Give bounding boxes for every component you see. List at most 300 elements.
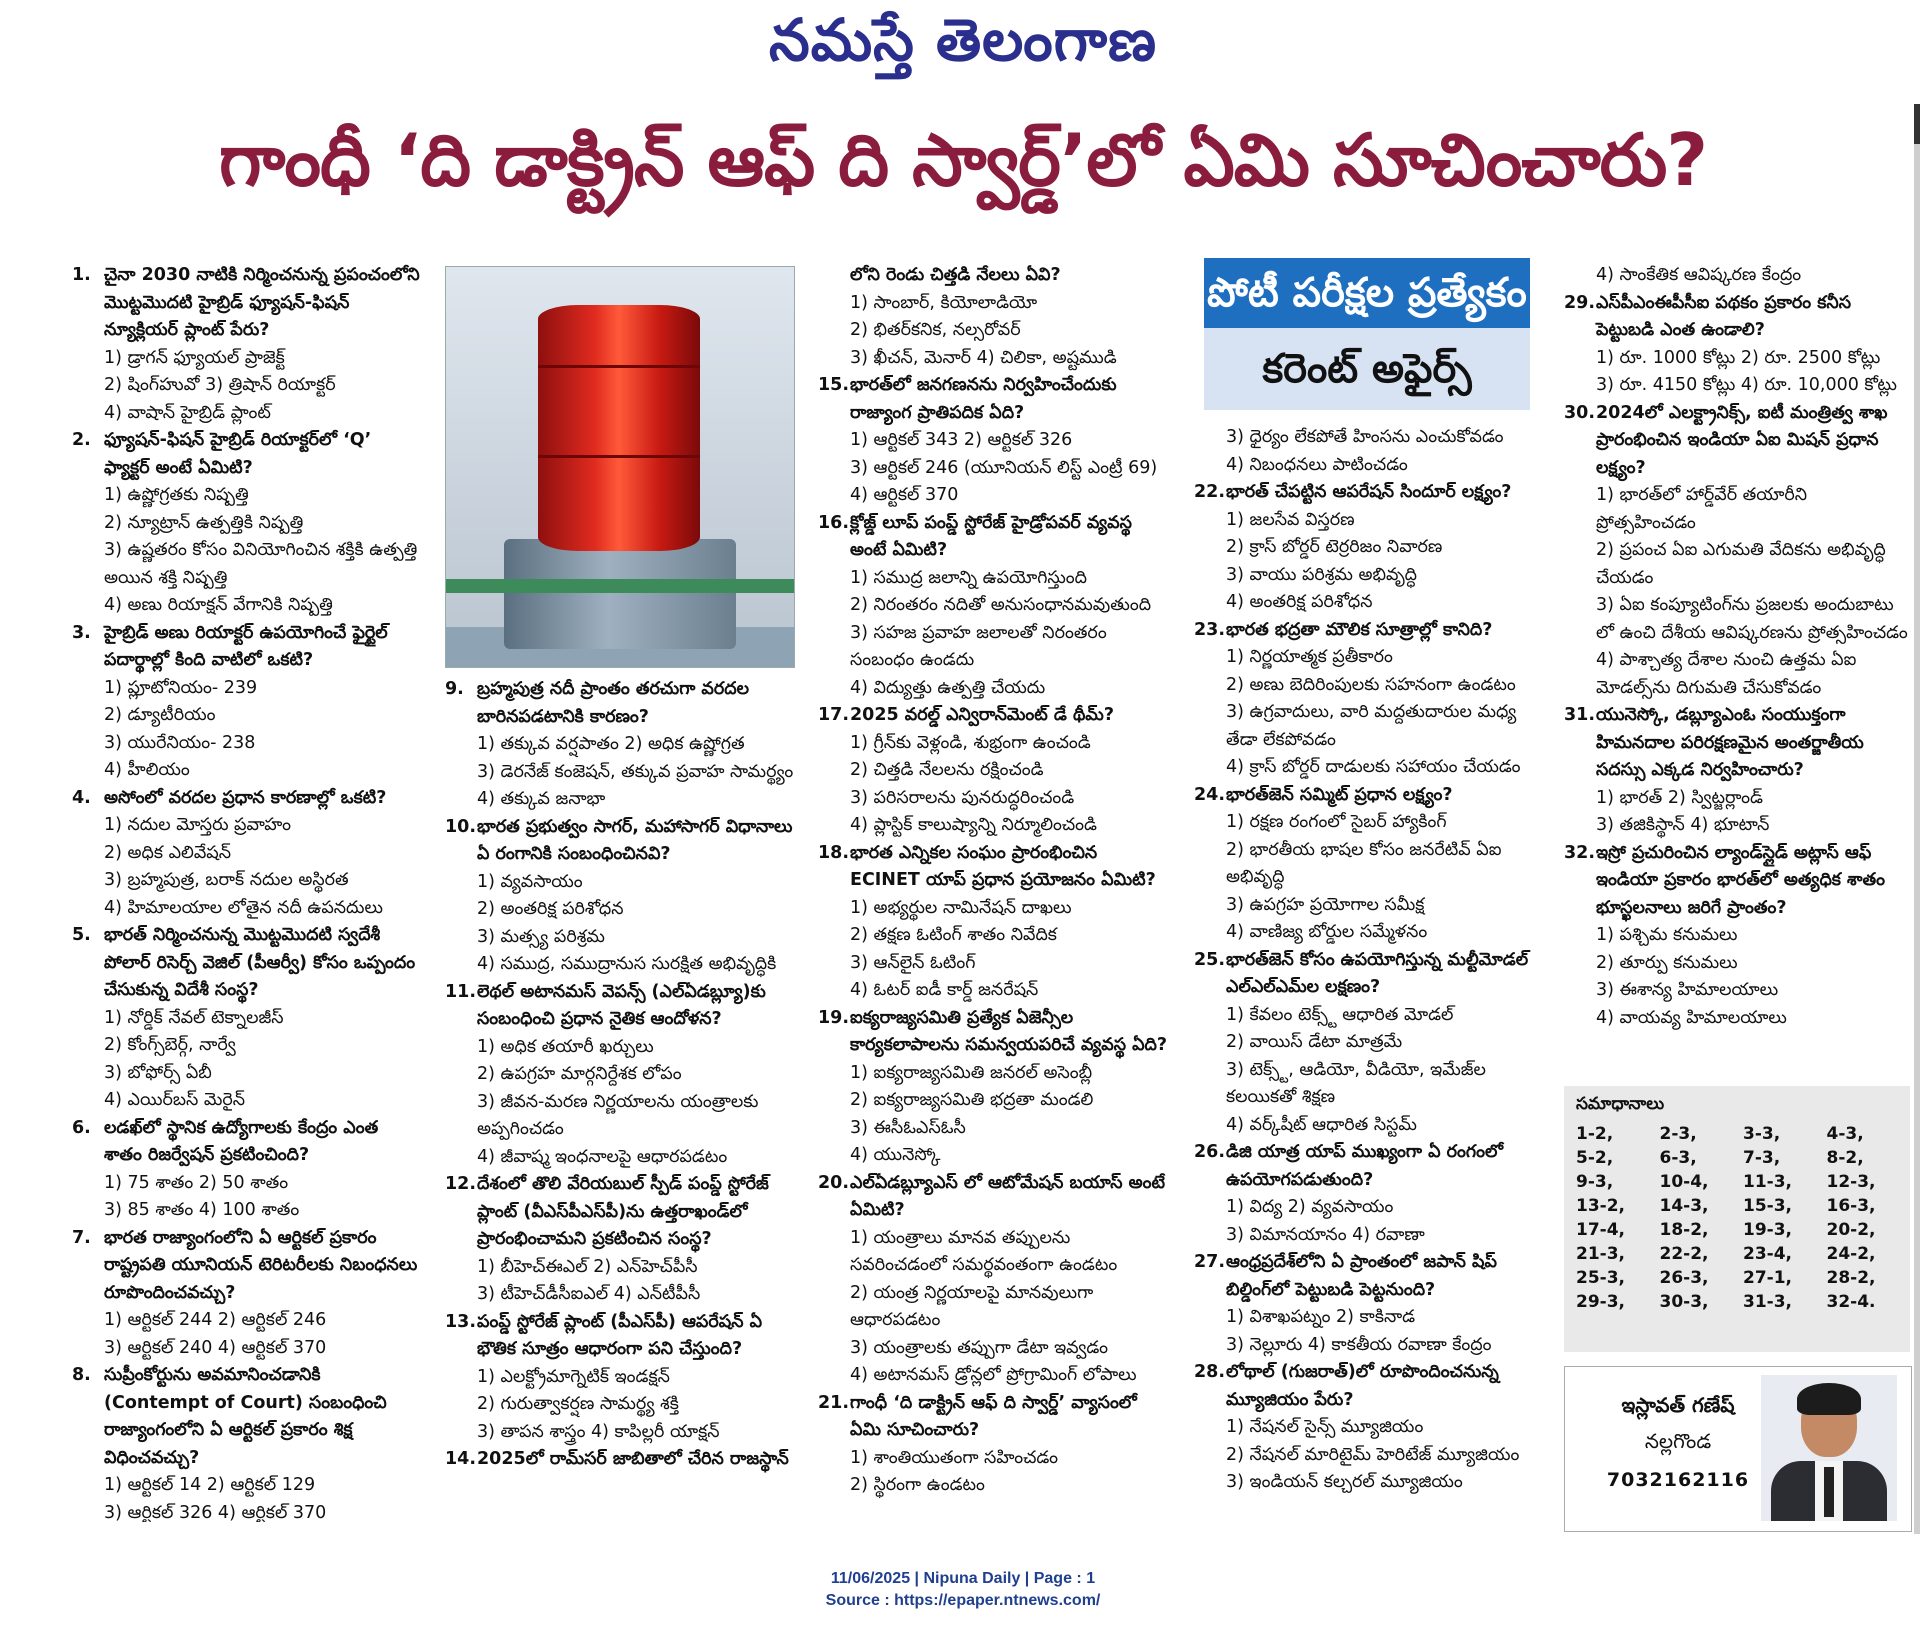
banner-competitive-exams: పోటీ పరీక్షల ప్రత్యేకం — [1204, 258, 1530, 328]
answer-option: 1) పశ్చిమ కనుమలు — [1596, 925, 1738, 945]
question-text-row — [445, 1171, 795, 1254]
question-text: భారత్‌జెన్ కోసం ఉపయోగిస్తున్న మల్టీమోడల్ ఎల్ఎల్ఎమ్‌ల లక్షణం? — [1226, 949, 1529, 997]
answer-key-item: 26-3, — [1659, 1268, 1709, 1288]
question — [72, 427, 422, 620]
question-text: బ్రహ్మపుత్ర నదీ ప్రాంతం తరచుగా వరదల బారినపడటానికి కారణం? — [477, 679, 749, 727]
question-text-row — [445, 676, 795, 731]
question-text-row — [818, 840, 1170, 895]
question — [445, 1446, 795, 1474]
answer-option: 1) ఆర్టికల్ 244 2) ఆర్టికల్ 246 — [104, 1310, 327, 1330]
question — [445, 676, 795, 814]
answer-option: 3) విమానయానం 4) రవాణా — [1226, 1224, 1425, 1245]
answer-option: 1) భారత్ 2) స్విట్జర్లాండ్ — [1596, 787, 1764, 808]
question-number: 24. — [1194, 784, 1226, 805]
photo-tie — [1824, 1467, 1834, 1517]
question-number: 8. — [72, 1365, 91, 1385]
answer-option: 4) జీవాష్మ ఇంధనాలపై ఆధారపడటం — [477, 1146, 728, 1167]
question-text: దేశంలో తొలి వేరియబుల్ స్పీడ్ పంప్డ్ స్టోరేజ్ ప్లాంట్ (వీఎస్‌పీఎస్‌పీ)ను ఉత్తరాఖండ్‌లో ప్రారంభించామని ప్రకటించిన సంస్థ? — [477, 1174, 769, 1249]
question-text: ఇస్రో ప్రచురించిన ల్యాండ్‌స్లైడ్ అట్లాస్ ఆఫ్ ఇండియా ప్రకారం భారత్‌లో అత్యధిక శాతం భూస్ఖలనాలు జరిగే ప్రాంతం? — [1596, 842, 1885, 918]
question — [72, 1225, 422, 1363]
answer-option: 4) ప్లాస్టిక్ కాలుష్యాన్ని నిర్మూలించండి — [850, 815, 1097, 835]
answer-option: 2) డ్యూటీరియం — [104, 705, 216, 725]
question-number: 18. — [818, 842, 850, 863]
answer-option: 3) బ్రహ్మపుత్ర, బరాక్ నదుల అస్థిరత — [104, 870, 349, 890]
question — [1194, 617, 1546, 782]
answer-option: 1) ఆర్టికల్ 14 2) ఆర్టికల్ 129 — [104, 1475, 316, 1495]
answer-key-item: 7-3, — [1743, 1148, 1781, 1168]
answer-option: 1) సముద్ర జలాన్ని ఉపయోగిస్తుంది — [850, 567, 1087, 588]
answer-key-item: 13-2, — [1576, 1196, 1625, 1216]
answer-key-item: 6-3, — [1659, 1148, 1697, 1168]
question-text-row — [1194, 947, 1546, 1002]
question — [1194, 782, 1546, 947]
answer-option: 1) జలసేవ విస్తరణ — [1226, 509, 1355, 530]
question — [72, 785, 422, 923]
question-number: 21. — [818, 1392, 850, 1413]
answer-option: 1) ఉష్ణోగ్రతకు నిష్పత్తి — [104, 485, 249, 505]
question-number: 10. — [445, 816, 477, 837]
question — [818, 1005, 1170, 1170]
answer-option: 4) వాణిజ్య బోర్డుల సమ్మేళనం — [1226, 922, 1428, 942]
answer-option: 3) మత్స్య పరిశ్రమ — [477, 926, 605, 947]
answer-option: 1) అధిక తయారీ ఖర్చులు — [477, 1036, 654, 1057]
answer-option: 3) పరిసరాలను పునరుద్ధరించండి — [850, 787, 1075, 808]
answer-key-item: 15-3, — [1743, 1196, 1792, 1216]
answer-key-item: 29-3, — [1576, 1292, 1625, 1312]
question-number: 5. — [72, 925, 91, 945]
answer-option: 4) ఎయిర్‌బస్ మెరైన్ — [104, 1090, 245, 1110]
question-text-row — [1194, 1359, 1546, 1414]
question — [72, 620, 422, 785]
answer-key-item: 30-3, — [1659, 1292, 1709, 1312]
question-text-row — [818, 1005, 1170, 1060]
answer-option: 1) నదుల మోస్తరు ప్రవాహం — [104, 815, 292, 835]
answer-option: 3) ఏఐ కంప్యూటింగ్‌ను ప్రజలకు అందుబాటు లో ఉంచి దేశీయ ఆవిష్కరణను ప్రోత్సహించడం — [1596, 595, 1908, 643]
banner-current-affairs: కరెంట్ అఫైర్స్ — [1204, 328, 1530, 410]
answer-option: 3) ఉష్ణతరం కోసం వినియోగించిన శక్తికి ఉత్పత్తి అయిన శక్తి నిష్పత్తి — [104, 540, 418, 588]
answer-option: 1) నిర్ణయాత్మక ప్రతీకారం — [1226, 647, 1393, 667]
question-text-row — [818, 510, 1170, 565]
question-number: 12. — [445, 1174, 477, 1194]
question — [1564, 290, 1912, 400]
photo-base — [504, 539, 736, 649]
question-text-row — [1194, 1249, 1546, 1304]
answer-option: 3) ఆర్టికల్ 246 (యూనియన్ లిస్ట్ ఎంట్రీ 69) — [850, 457, 1158, 478]
answers-box — [1564, 1086, 1910, 1352]
masthead: నమస్తే తెలంగాణ — [769, 6, 1157, 74]
answer-key-item: 28-2, — [1826, 1268, 1876, 1288]
question-text: భారత ప్రభుత్వం సాగర్, మహాసాగర్ విధానాలు ఏ రంగానికి సంబంధించినవి? — [477, 816, 793, 864]
question — [1194, 1249, 1546, 1359]
question-number: 2. — [72, 430, 91, 450]
answer-option: 2) స్థిరంగా ఉండటం — [850, 1475, 985, 1495]
answer-option: 3) తజికిస్థాన్ 4) భూటాన్ — [1596, 815, 1770, 835]
question-number: 9. — [445, 679, 464, 699]
answer-option: 1) బీహెచ్ఈఎల్ 2) ఎన్‌హెచ్‌పీసీ — [477, 1256, 698, 1277]
answer-option: 2) చిత్తడి నేలలను రక్షించండి — [850, 760, 1044, 780]
answer-option: 2) ఉపగ్రహ మార్గనిర్దేశక లోపం — [477, 1064, 682, 1084]
answer-option: 2) తూర్పు కనుమలు — [1596, 952, 1738, 973]
answer-key-item: 18-2, — [1659, 1220, 1709, 1240]
question-text: యునెస్కో, డబ్ల్యూఎంఓ సంయుక్తంగా హిమనదాల పరిరక్షణమైన అంతర్జాతీయ సదస్సు ఎక్కడ నిర్వహించారు? — [1596, 705, 1864, 780]
answer-option: 1) ఐక్యరాజ్యసమితి జనరల్ అసెంబ్లీ — [850, 1062, 1093, 1083]
answer-option: 1) ఆర్టికల్ 343 2) ఆర్టికల్ 326 — [850, 430, 1073, 450]
photo-hair — [1797, 1383, 1861, 1415]
author-name: ఇస్లావత్ గణేష్ — [1621, 1393, 1735, 1417]
column-3 — [818, 262, 1170, 1522]
question-text: భారత్ చేపట్టిన ఆపరేషన్ సిందూర్ లక్ష్యం? — [1226, 482, 1512, 502]
answers-grid — [1564, 1122, 1910, 1312]
question-number: 6. — [72, 1117, 91, 1138]
answer-option: 3) ఆర్టికల్ 326 4) ఆర్టికల్ 370 — [104, 1502, 327, 1522]
question — [72, 262, 422, 427]
question-text: భారత్ నిర్మించనున్న మొట్టమొదటి స్వదేశీ పోలార్ రిసెర్చ్ వెజిల్ (పీఆర్వీ) కోసం ఒప్పందం చేసుకున్న విదేశీ సంస్థ? — [104, 925, 416, 1000]
answer-option: 3) ఇండియన్ కల్చరల్ మ్యూజియం — [1226, 1472, 1463, 1492]
answer-option: 2) తక్షణ ఓటింగ్ శాతం నివేదిక — [850, 925, 1057, 945]
answer-option: 1) సాంబార్, కియోలాడియో — [850, 292, 1038, 313]
question-text-row — [445, 1309, 795, 1364]
question — [818, 702, 1170, 840]
question-number: 15. — [818, 375, 850, 395]
question-text: ఆంధ్రప్రదేశ్‌లోని ఏ ప్రాంతంలో జపాన్ షిప్ బిల్డింగ్‌లో పెట్టుబడి పెట్టనుంది? — [1226, 1252, 1497, 1300]
question-text-row — [445, 1446, 795, 1474]
answers-title: సమాధానాలు — [1576, 1094, 1665, 1114]
answer-option: 3) జీవన-మరణ నిర్ణయాలను యంత్రాలకు అప్పగించడం — [477, 1091, 759, 1139]
answer-option: 4) ఆర్టికల్ 370 — [850, 485, 959, 505]
answer-option: 3) రూ. 4150 కోట్లు 4) రూ. 10,000 కోట్లు — [1596, 375, 1897, 395]
question-number: 29. — [1564, 292, 1596, 313]
question-text-row — [818, 1390, 1170, 1445]
answer-option: 4) సముద్ర, సముద్రానుస సురక్షిత అభివృద్ధికి — [477, 954, 777, 974]
answer-option: 4) అంతరిక్ష పరిశోధన — [1226, 592, 1373, 612]
answer-option: 3) టెక్స్ట్, ఆడియో, వీడియో, ఇమేజ్‌ల కలయికతో శిక్షణ — [1226, 1059, 1486, 1107]
answer-option: 3) తాపన శాస్త్రం 4) కాపిల్లరీ యాక్షన్ — [477, 1421, 720, 1442]
answer-option: 2) గురుత్వాకర్షణ సామర్థ్య శక్తి — [477, 1394, 679, 1414]
answer-key-item: 9-3, — [1576, 1172, 1614, 1192]
question-text-row — [72, 620, 422, 675]
question-text: డిజి యాత్ర యాప్ ముఖ్యంగా ఏ రంగంలో ఉపయోగపడుతుంది? — [1226, 1142, 1503, 1190]
question-text: ఎస్‌పీఎంఈపీసీఐ పథకం ప్రకారం కనీస పెట్టుబడి ఎంత ఉండాలి? — [1596, 292, 1851, 340]
answer-option: 3) ఉపగ్రహ ప్రయోగాల సమీక్ష — [1226, 894, 1425, 915]
photo-pipe — [446, 579, 794, 593]
question — [445, 1309, 795, 1447]
answer-option: 4) యునెస్కో — [850, 1145, 941, 1165]
question-text: భారత భద్రతా మౌలిక సూత్రాల్లో కానిది? — [1226, 619, 1493, 640]
question-number: 25. — [1194, 949, 1226, 970]
question — [1564, 840, 1912, 1033]
question-text-row — [1564, 400, 1912, 483]
answer-option: 4) ఓటర్ ఐడీ కార్డ్ జనరేషన్ — [850, 980, 1039, 1000]
answer-option: 2) అధిక ఎలివేషన్ — [104, 842, 232, 863]
question-text-row — [445, 814, 795, 869]
question-text: లెథల్ అటానమస్ వెపన్స్ (ఎల్ఏడబ్ల్యూ)కు సంబంధించి ప్రధాన నైతిక ఆందోళన? — [477, 981, 766, 1029]
answer-option: 1) కేవలం టెక్స్ట్ ఆధారిత మోడల్ — [1226, 1004, 1454, 1025]
answer-key-item: 31-3, — [1743, 1292, 1792, 1312]
answer-key-item: 25-3, — [1576, 1268, 1625, 1288]
answer-key-item: 4-3, — [1826, 1124, 1864, 1144]
question-number: 26. — [1194, 1142, 1226, 1162]
answer-option: 4) సాంకేతిక ఆవిష్కరణ కేంద్రం — [1596, 265, 1802, 285]
question-text: 2025 వరల్డ్ ఎన్విరాన్‌మెంట్ డే థీమ్? — [850, 705, 1114, 725]
answer-key-item: 27-1, — [1743, 1268, 1792, 1288]
question-text: 2024లో ఎలక్ట్రానిక్స్, ఐటీ మంత్రిత్వ శాఖ ప్రారంభించిన ఇండియా ఏఐ మిషన్ ప్రధాన లక్ష్యం? — [1596, 402, 1888, 478]
answer-option: 3) 85 శాతం 4) 100 శాతం — [104, 1200, 300, 1220]
question-text: ఎల్ఏడబ్ల్యూఎస్ లో ఆటోమేషన్ బయాస్ అంటే ఏమిటి? — [850, 1172, 1165, 1220]
question — [818, 510, 1170, 703]
answer-option: 3) సహజ ప్రవాహ జలాలతో నిరంతరం సంబంధం ఉండదు — [850, 622, 1107, 670]
question-text-row — [445, 979, 795, 1034]
question — [818, 262, 1170, 372]
question-text: 2025లో రామ్‌సర్ జాబితాలో చేరిన రాజస్థాన్ — [477, 1449, 789, 1469]
question-text: హైబ్రిడ్ అణు రియాక్టర్ ఉపయోగించే ఫైర్టైల్ పదార్థాల్లో కింది వాటిలో ఒకటి? — [104, 622, 388, 670]
question-number: 23. — [1194, 619, 1226, 640]
answer-option: 1) యంత్రాలు మానవ తప్పులను సవరించడంలో సమర్థవంతంగా ఉండటం — [850, 1227, 1118, 1275]
answer-option: 3) డెరనేజ్ కంజెషన్, తక్కువ ప్రవాహ సామర్థ్యం — [477, 761, 794, 782]
question-text-row — [72, 1362, 422, 1472]
question-text-row — [72, 785, 422, 813]
question — [1194, 1359, 1546, 1497]
answer-key-item: 21-3, — [1576, 1244, 1625, 1264]
answer-key-item: 19-3, — [1743, 1220, 1792, 1240]
question-text: లడఖ్‌లో స్థానిక ఉద్యోగాలకు కేంద్రం ఎంత శాతం రిజర్వేషన్ ప్రకటించింది? — [104, 1117, 379, 1165]
question — [445, 814, 795, 979]
question-text-row — [72, 922, 422, 1005]
question — [1564, 262, 1912, 290]
author-phone: 7032162116 — [1606, 1469, 1750, 1491]
answer-option: 3) బోఫోర్స్ ఏబీ — [104, 1062, 212, 1083]
answer-key-item: 2-3, — [1659, 1124, 1697, 1144]
answer-key-item: 14-3, — [1659, 1196, 1709, 1216]
question — [72, 1115, 422, 1225]
answer-option: 1) శాంతియుతంగా సహించడం — [850, 1447, 1058, 1468]
question-text-row — [72, 427, 422, 482]
question — [818, 1390, 1170, 1500]
answer-option: 2) అణు బెదిరింపులకు సహనంగా ఉండటం — [1226, 674, 1516, 695]
question — [818, 1170, 1170, 1390]
answer-option: 2) అంతరిక్ష పరిశోధన — [477, 899, 624, 919]
question-number: 11. — [445, 981, 477, 1002]
question-text-row — [818, 262, 1170, 290]
question — [1194, 424, 1546, 479]
question-text: భారత్‌లో జనగణనను నిర్వహించేందుకు రాజ్యాంగ ప్రాతిపదిక ఏది? — [850, 375, 1117, 423]
answer-option: 2) ప్రపంచ ఏఐ ఎగుమతి వేదికను అభివృద్ధి చేయడం — [1596, 540, 1886, 588]
answer-option: 1) నేషనల్ సైన్స్ మ్యూజియం — [1226, 1417, 1424, 1437]
answer-option: 1) భారత్‌లో హార్డ్‌వేర్ తయారీని ప్రోత్సహించడం — [1596, 485, 1808, 533]
question-text: పంప్డ్ స్టోరేజ్ ప్లాంట్ (పీఎస్‌పీ) ఆపరేషన్ ఏ భౌతిక సూత్రం ఆధారంగా పని చేస్తుంది? — [477, 1311, 763, 1359]
question-text: క్లోజ్డ్ లూప్ పంప్డ్ స్టోరేజ్ హైడ్రోపవర్ వ్యవస్థ అంటే ఏమిటి? — [850, 512, 1132, 560]
answer-option: 3) ఆన్‌లైన్ ఓటింగ్ — [850, 952, 976, 973]
question — [72, 922, 422, 1115]
answer-option: 4) తక్కువ జనాభా — [477, 789, 606, 809]
answer-key-item: 20-2, — [1826, 1220, 1876, 1240]
page-edge-scrollbar[interactable] — [1914, 104, 1920, 1534]
answer-key-item: 10-4, — [1659, 1172, 1709, 1192]
question-text-row — [818, 372, 1170, 427]
answer-option: 4) అణు రియాక్షన్ వేగానికి నిష్పత్తి — [104, 595, 333, 615]
question-text-row — [1564, 840, 1912, 923]
answer-option: 2) వాయిస్ డేటా మాత్రమే — [1226, 1032, 1403, 1052]
author-place: నల్లగొండ — [1644, 1429, 1712, 1453]
answer-option: 1) 75 శాతం 2) 50 శాతం — [104, 1172, 289, 1193]
photo-red-cylinder — [538, 305, 700, 551]
column-4 — [1194, 424, 1546, 1524]
answer-option: 2) కోంగ్స్‌బెర్గ్, నార్వే — [104, 1035, 236, 1055]
answer-key-item: 5-2, — [1576, 1148, 1614, 1168]
column-5 — [1564, 262, 1912, 1078]
question-text: చైనా 2030 నాటికి నిర్మించనున్న ప్రపంచంలోని మొట్టమొదటి హైబ్రిడ్ ఫ్యూషన్-ఫిషన్ న్యూక్లియర్ ప్లాంట్ పేరు? — [104, 265, 420, 340]
answer-option: 2) షింగ్‌హువో 3) త్రిషాన్ రియాక్టర్ — [104, 375, 336, 395]
question-number: 16. — [818, 512, 850, 533]
question-text: భారత్‌జెన్ సమ్మిట్ ప్రధాన లక్ష్యం? — [1226, 784, 1453, 805]
answer-option: 4) హిమాలయాల లోతైన నదీ ఉపనదులు — [104, 897, 383, 918]
answer-option: 1) తక్కువ వర్షపాతం 2) అధిక ఉష్ణోగ్రత — [477, 734, 745, 754]
answer-option: 3) ఈసీఓఎస్ఓసీ — [850, 1117, 966, 1138]
question — [1194, 479, 1546, 617]
answer-option: 4) నిబంధనలు పాటించడం — [1226, 454, 1408, 475]
question-text: లోని రెండు చిత్తడి నేలలు ఏవి? — [850, 265, 1061, 285]
question-text: అసోంలో వరదల ప్రధాన కారణాల్లో ఒకటి? — [104, 787, 387, 808]
question-text-row — [1194, 479, 1546, 507]
answer-option: 4) క్రాస్ బోర్డర్ దాడులకు సహాయం చేయడం — [1226, 757, 1521, 777]
question — [818, 372, 1170, 510]
answer-key-item: 12-3, — [1826, 1172, 1876, 1192]
answer-option: 1) రూ. 1000 కోట్లు 2) రూ. 2500 కోట్లు — [1596, 347, 1881, 368]
answer-key-item: 22-2, — [1659, 1244, 1709, 1264]
question-number: 22. — [1194, 482, 1226, 502]
answer-option: 3) యంత్రాలకు తప్పుగా డేటా ఇవ్వడం — [850, 1337, 1108, 1358]
answer-option: 1) డ్రాగన్ ఫ్యూయల్ ప్రాజెక్ట్ — [104, 347, 285, 368]
answer-option: 2) ఐక్యరాజ్యసమితి భద్రతా మండలి — [850, 1090, 1094, 1110]
question-number: 3. — [72, 622, 91, 643]
answer-option: 1) వ్యవసాయం — [477, 871, 583, 892]
answer-option: 3) నెల్లూరు 4) కాకతీయ రవాణా కేంద్రం — [1226, 1334, 1492, 1355]
question-text: ఐక్యరాజ్యసమితి ప్రత్యేక ఏజెన్సీల కార్యకలాపాలను సమన్వయపరిచే వ్యవస్థ ఏది? — [850, 1007, 1168, 1055]
question-number: 7. — [72, 1227, 91, 1248]
question-text: లోథాల్ (గుజరాత్)లో రూపొందించనున్న మ్యూజియం పేరు? — [1226, 1362, 1499, 1410]
answer-option: 1) ఎలక్ట్రోమాగ్నెటిక్ ఇండక్షన్ — [477, 1366, 670, 1387]
question-number: 14. — [445, 1449, 477, 1469]
answer-option: 4) అటానమస్ డ్రోన్లలో ప్రోగ్రామింగ్ లోపాలు — [850, 1365, 1137, 1385]
author-photo — [1761, 1375, 1897, 1521]
answer-key-item: 23-4, — [1743, 1244, 1792, 1264]
question-number: 1. — [72, 265, 91, 285]
answer-key-item: 11-3, — [1743, 1172, 1792, 1192]
answer-option: 1) గ్రీన్‌కు వెళ్లండి, శుభ్రంగా ఉంచండి — [850, 732, 1091, 753]
question — [445, 979, 795, 1172]
question-text-row — [1564, 290, 1912, 345]
question-text: ఫ్యూషన్-ఫిషన్ హైబ్రిడ్ రియాక్టర్‌లో ‘Q’ ఫ్యాక్టర్ అంటే ఏమిటి? — [104, 430, 372, 478]
question — [818, 840, 1170, 1005]
author-box — [1564, 1366, 1912, 1532]
answer-option: 2) భితర్‌కనిక, నల్సరోవర్ — [850, 320, 1021, 340]
answer-option: 2) నిరంతరం నదితో అనుసంధానమవుతుంది — [850, 595, 1152, 615]
answer-option: 3) వాయు పరిశ్రమ అభివృద్ధి — [1226, 564, 1418, 585]
answer-option: 3) ఉగ్రవాదులు, వారి మద్దతుదారుల మధ్య తేడా లేకపోవడం — [1226, 702, 1517, 750]
answer-key-item: 32-4. — [1826, 1292, 1876, 1312]
answer-option: 2) యంత్ర నిర్ణయాలపై మానవులుగా ఆధారపడటం — [850, 1282, 1094, 1330]
question — [1564, 702, 1912, 840]
headline: గాంధీ ‘ది డాక్ట్రిన్ ఆఫ్ ది స్వార్డ్’లో ఏమి సూచించారు? — [218, 118, 1708, 202]
question-text-row — [1194, 617, 1546, 645]
question-text: భారత ఎన్నికల సంఘం ప్రారంభించిన ECINET యాప్ ప్రధాన ప్రయోజనం ఏమిటి? — [850, 842, 1156, 890]
answer-option: 3) ఆర్టికల్ 240 4) ఆర్టికల్ 370 — [104, 1337, 327, 1358]
answer-key-item: 1-2, — [1576, 1124, 1614, 1144]
question-number: 32. — [1564, 842, 1596, 863]
question — [1564, 400, 1912, 703]
answer-option: 4) వాయవ్య హిమాలయాలు — [1596, 1007, 1787, 1028]
question-number: 28. — [1194, 1362, 1226, 1382]
answer-option: 1) రక్షణ రంగంలో సైబర్ హ్యాకింగ్ — [1226, 812, 1447, 832]
answer-option: 3) ధైర్యం లేకపోతే హింసను ఎంచుకోవడం — [1226, 427, 1504, 447]
question-number — [818, 262, 850, 290]
question-number: 19. — [818, 1007, 850, 1028]
question-number: 30. — [1564, 402, 1596, 423]
question-text-row — [72, 1115, 422, 1170]
reactor-photo — [445, 266, 795, 668]
question-number: 17. — [818, 705, 850, 725]
footer-source-line: Source : https://epaper.ntnews.com/ — [825, 1592, 1101, 1609]
footer — [0, 1568, 1926, 1612]
question-text: సుప్రీంకోర్టును అవమానించడానికి (Contempt of Court) సంబంధించి రాజ్యాంగంలోని ఏ ఆర్టికల్ ప్రకారం శిక్ష విధించవచ్చు? — [104, 1365, 387, 1468]
column-2 — [445, 676, 795, 1522]
question-number: 20. — [818, 1172, 850, 1193]
answer-option: 4) హీలియం — [104, 760, 190, 780]
question — [445, 1171, 795, 1309]
answer-option: 1) విద్య 2) వ్యవసాయం — [1226, 1197, 1394, 1217]
answer-option: 1) నోర్డిక్ నేవల్ టెక్నాలజీస్ — [104, 1007, 284, 1028]
answer-key-item: 17-4, — [1576, 1220, 1625, 1240]
question-text-row — [72, 262, 422, 345]
answer-option: 1) అభ్యర్థుల నామినేషన్ దాఖలు — [850, 897, 1072, 918]
answer-option: 1) విశాఖపట్నం 2) కాకినాడ — [1226, 1307, 1416, 1327]
question-text-row — [1194, 1139, 1546, 1194]
question-text-row — [1194, 782, 1546, 810]
question-number: 31. — [1564, 705, 1596, 725]
answer-key-item: 24-2, — [1826, 1244, 1876, 1264]
question — [1194, 1139, 1546, 1249]
answer-option: 1) ప్లూటోనియం- 239 — [104, 677, 258, 698]
footer-date-line: 11/06/2025 | Nipuna Daily | Page : 1 — [830, 1570, 1096, 1587]
answer-option: 2) న్యూట్రాన్ ఉత్పత్తికి నిష్పత్తి — [104, 512, 304, 533]
question — [72, 1362, 422, 1522]
question-text-row — [1564, 702, 1912, 785]
column-1 — [72, 262, 422, 1522]
answer-option: 3) యురేనియం- 238 — [104, 732, 256, 753]
question-text-row — [72, 1225, 422, 1308]
answer-option: 4) వర్క్‌షీట్ ఆధారిత సిస్టమ్ — [1226, 1114, 1417, 1135]
answer-key-item: 16-3, — [1826, 1196, 1876, 1216]
answer-option: 3) టీహెచ్‌డీసీఐఎల్ 4) ఎన్‌టీపీసీ — [477, 1284, 701, 1304]
answer-key-item: 3-3, — [1743, 1124, 1781, 1144]
answer-option: 3) ఖీచన్, మెనార్ 4) చిలికా, అష్టముడి — [850, 347, 1117, 368]
answer-option: 3) ఈశాన్య హిమాలయాలు — [1596, 980, 1779, 1000]
question-number: 4. — [72, 787, 91, 808]
answer-option: 4) విద్యుత్తు ఉత్పత్తి చేయదు — [850, 677, 1046, 698]
question-text-row — [818, 1170, 1170, 1225]
answer-option: 2) క్రాస్ బోర్డర్ టెర్రరిజం నివారణ — [1226, 537, 1443, 557]
question-text: భారత రాజ్యాంగంలోని ఏ ఆర్టికల్ ప్రకారం రాష్ట్రపతి యూనియన్ టెరిటరీలకు నిబంధనలు రూపొందించవచ్చు? — [104, 1227, 418, 1303]
answer-key-item: 8-2, — [1826, 1148, 1864, 1168]
question-number: 13. — [445, 1311, 477, 1332]
question-number: 27. — [1194, 1252, 1226, 1272]
answer-option: 2) భారతీయ భాషల కోసం జనరేటివ్ ఏఐ అభివృద్ధి — [1226, 839, 1502, 887]
answer-option: 4) వాషాన్ హైబ్రిడ్ ప్లాంట్ — [104, 402, 271, 423]
question-text-row — [818, 702, 1170, 730]
answer-option: 4) పాశ్చాత్య దేశాల నుంచి ఉత్తమ ఏఐ మోడల్స్‌ను దిగుమతి చేసుకోవడం — [1596, 650, 1857, 698]
answer-option: 2) నేషనల్ మారిటైమ్ హెరిటేజ్ మ్యూజియం — [1226, 1444, 1520, 1465]
question-text: గాంధీ ‘ది డాక్ట్రిన్ ఆఫ్ ది స్వార్డ్’ వ్యాసంలో ఏమి సూచించారు? — [850, 1392, 1137, 1440]
question — [1194, 947, 1546, 1140]
